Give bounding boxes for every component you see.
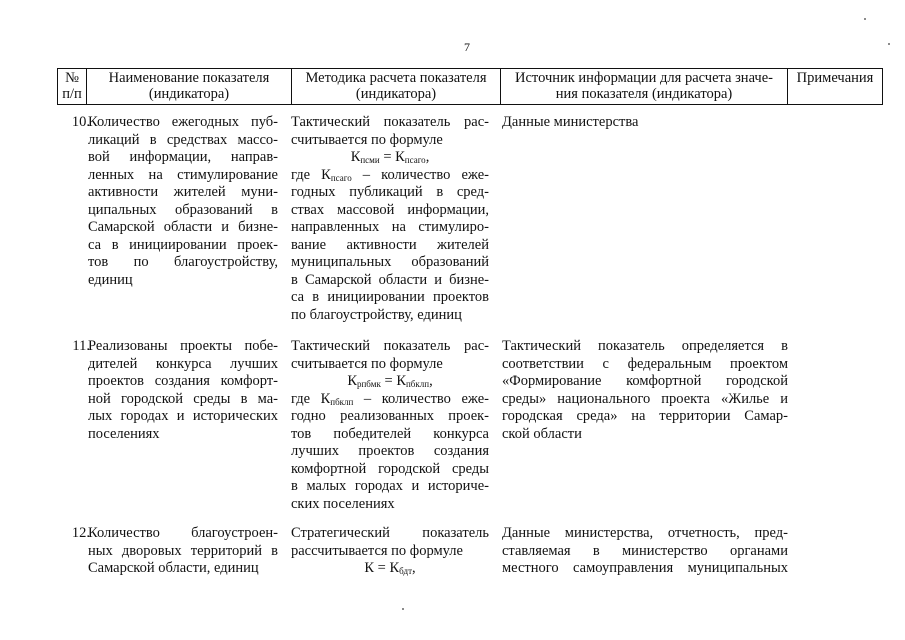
formula: $К = К_{бдт}$, <box>364 560 416 576</box>
header-notes: Примечания <box>788 69 883 105</box>
indicator-name: Реализованы проекты побе- дителей конкурса лучших проектов создания комфорт- ной городской среды в ма- лых городах и исторических поселениях <box>88 338 278 442</box>
scan-speck <box>402 608 404 610</box>
row-number: 11. <box>72 338 90 354</box>
header-name: Наименование показателя (индикатора) <box>87 69 292 105</box>
calculation-method: Стратегический показатель рассчитывается по формуле $К = К_{бдт}$, <box>291 525 489 576</box>
information-source: Данные министерства, отчетность, пред- ставляемая в министерство органами местного самоуправления муниципальных <box>502 525 788 576</box>
indicator-name: Количество ежегодных пуб- ликаций в средствах массо- вой информации, направ- ленных на стимулирование активности жителей муни- ципальных образований в Самарской области и бизне- са в инициировании проек- тов по благоустройству, единиц <box>88 114 278 288</box>
information-source: Тактический показатель определяется в соответствии с федеральным проектом «Формирование комфортной городской среды» национального проекта «Жилье и городская среда» на территории Самар- ской области <box>502 338 788 442</box>
header-method: Методика расчета показателя (индикатора) <box>292 69 501 105</box>
formula: $К_{рпбмк} = К_{пбклп}$, <box>347 373 433 389</box>
row-number: 10. <box>71 114 90 130</box>
indicator-name: Количество благоустроен- ных дворовых территорий в Самарской области, единиц <box>88 525 278 576</box>
header-source: Источник информации для расчета значе- ния показателя (индикатора) <box>501 69 788 105</box>
header-num: № п/п <box>58 69 87 105</box>
table-header <box>57 68 883 105</box>
scan-speck <box>864 18 866 20</box>
row-number: 12. <box>71 525 90 541</box>
calculation-method: Тактический показатель рас- считывается по формуле $К_{рпбмк} = К_{пбклп}$, где $К_{пбклп}$ – количество еже- годно реализованных проек- тов победителей конкурса лучших проектов создания комфортной городской среды в малых городах и историче- ских поселениях <box>291 338 489 512</box>
information-source: Данные министерства <box>502 114 639 130</box>
page-number: 7 <box>464 40 470 54</box>
formula: $К_{псми} = К_{псаго}$, <box>350 149 430 165</box>
calculation-method: Тактический показатель рас- считывается по формуле $К_{псми} = К_{псаго}$, где $К_{псаго}$ – количество еже- годных публикаций в сред- ствах массовой информации, направленных на стимулиро- вание активности жителей муниципальных образований в Самарской области и бизне- са в инициировании проектов по благоустройству, единиц <box>291 114 489 323</box>
scan-speck <box>888 43 890 45</box>
